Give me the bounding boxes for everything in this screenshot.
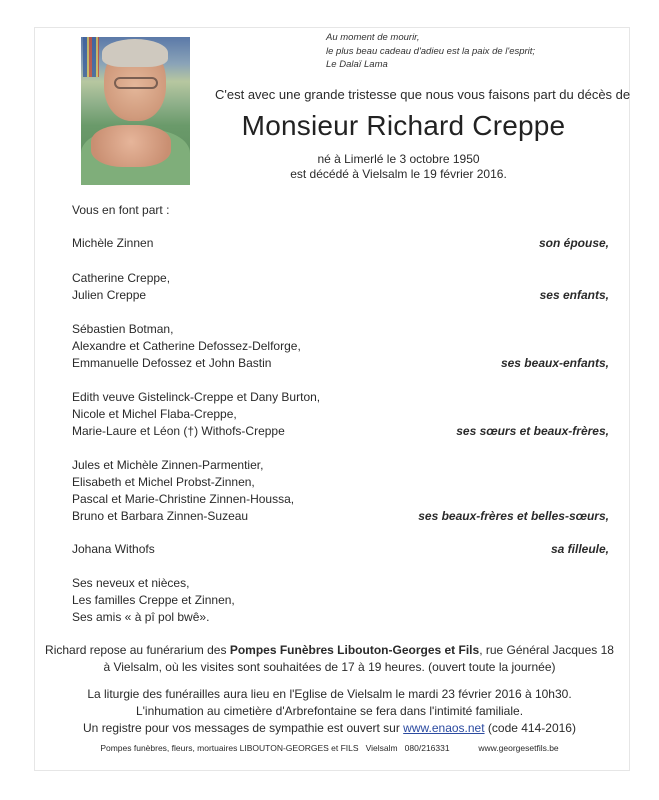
family-group-in-laws bbox=[72, 457, 609, 525]
footer bbox=[0, 743, 659, 753]
relation-label: sa filleule, bbox=[550, 542, 609, 556]
footer-text: Pompes funèbres, fleurs, mortuaires LIBOUTON-GEORGES et FILS Vielsalm 080/216331 bbox=[100, 743, 450, 753]
family-member: Elisabeth et Michel Probst-Zinnen, bbox=[72, 475, 255, 489]
footer-website[interactable]: www.georgesetfils.be bbox=[478, 743, 559, 753]
funeral-home-info bbox=[0, 642, 659, 676]
family-member: Alexandre et Catherine Defossez-Delforge, bbox=[72, 339, 301, 353]
funeral-home-name: Pompes Funèbres Libouton-Georges et Fils bbox=[229, 643, 480, 657]
family-member: Marie-Laure et Léon (†) Withofs-Creppe bbox=[72, 424, 285, 438]
family-member: Catherine Creppe, bbox=[72, 271, 171, 285]
family-group-siblings bbox=[72, 389, 609, 440]
family-group-children bbox=[72, 270, 609, 304]
family-group-goddaughter bbox=[72, 541, 609, 558]
quote-line-1: Au moment de mourir, bbox=[326, 32, 420, 43]
quote-block bbox=[326, 31, 535, 72]
family-group-extended bbox=[72, 575, 609, 626]
family-member: Jules et Michèle Zinnen-Parmentier, bbox=[72, 458, 264, 472]
intro-text: C'est avec une grande tristesse que nous vous faisons part du décès de bbox=[215, 87, 631, 102]
family-member: Pascal et Marie-Christine Zinnen-Houssa, bbox=[72, 492, 295, 506]
liturgy-line-2: L'inhumation au cimetière d'Arbrefontaine se fera dans l'intimité familiale. bbox=[135, 704, 524, 718]
death-info: est décédé à Vielsalm le 19 février 2016. bbox=[290, 167, 507, 181]
family-member: Ses amis « à pî pol bwê». bbox=[72, 610, 210, 624]
family-member: Johana Withofs bbox=[72, 542, 155, 556]
family-member: Edith veuve Gistelinck-Creppe et Dany Burton, bbox=[72, 390, 321, 404]
birth-info: né à Limerlé le 3 octobre 1950 bbox=[317, 152, 480, 166]
family-member: Sébastien Botman, bbox=[72, 322, 174, 336]
relation-label: ses beaux-enfants, bbox=[500, 356, 609, 370]
family-member: Emmanuelle Defossez et John Bastin bbox=[72, 356, 272, 370]
family-group-spouse bbox=[72, 235, 609, 252]
family-group-stepchildren bbox=[72, 321, 609, 372]
family-member: Bruno et Barbara Zinnen-Suzeau bbox=[72, 509, 249, 523]
family-member: Julien Creppe bbox=[72, 288, 147, 302]
quote-line-2: le plus beau cadeau d'adieu est la paix de l'esprit; bbox=[326, 45, 536, 57]
family-member: Ses neveux et nièces, bbox=[72, 576, 190, 590]
family-member: Michèle Zinnen bbox=[72, 236, 154, 250]
relation-label: son épouse, bbox=[538, 236, 609, 250]
quote-author: Le Dalaï Lama bbox=[326, 59, 388, 70]
relation-label: ses enfants, bbox=[539, 288, 609, 302]
relation-label: ses beaux-frères et belles-sœurs, bbox=[418, 509, 609, 523]
relation-label: ses sœurs et beaux-frères, bbox=[456, 424, 609, 438]
deceased-name: Monsieur Richard Creppe bbox=[241, 110, 566, 141]
liturgy-line-1: La liturgie des funérailles aura lieu en l'Eglise de Vielsalm le mardi 23 février 2016 à 10h30. bbox=[87, 687, 572, 701]
family-intro: Vous en font part : bbox=[72, 203, 170, 217]
registry-post: (code 414-2016) bbox=[484, 721, 576, 735]
registry-pre: Un registre pour vos messages de sympathie est ouvert sur bbox=[83, 721, 404, 735]
funeral-home-line-2: à Vielsalm, où les visites sont souhaitées de 17 à 19 heures. (ouvert toute la journée) bbox=[103, 660, 556, 674]
family-member: Nicole et Michel Flaba-Creppe, bbox=[72, 407, 237, 421]
liturgy-info bbox=[0, 686, 659, 737]
family-member: Les familles Creppe et Zinnen, bbox=[72, 593, 235, 607]
funeral-home-pre: Richard repose au funérarium des bbox=[45, 643, 230, 657]
registry-link[interactable]: www.enaos.net bbox=[403, 721, 485, 735]
funeral-home-post: , rue Général Jacques 18 bbox=[479, 643, 614, 657]
